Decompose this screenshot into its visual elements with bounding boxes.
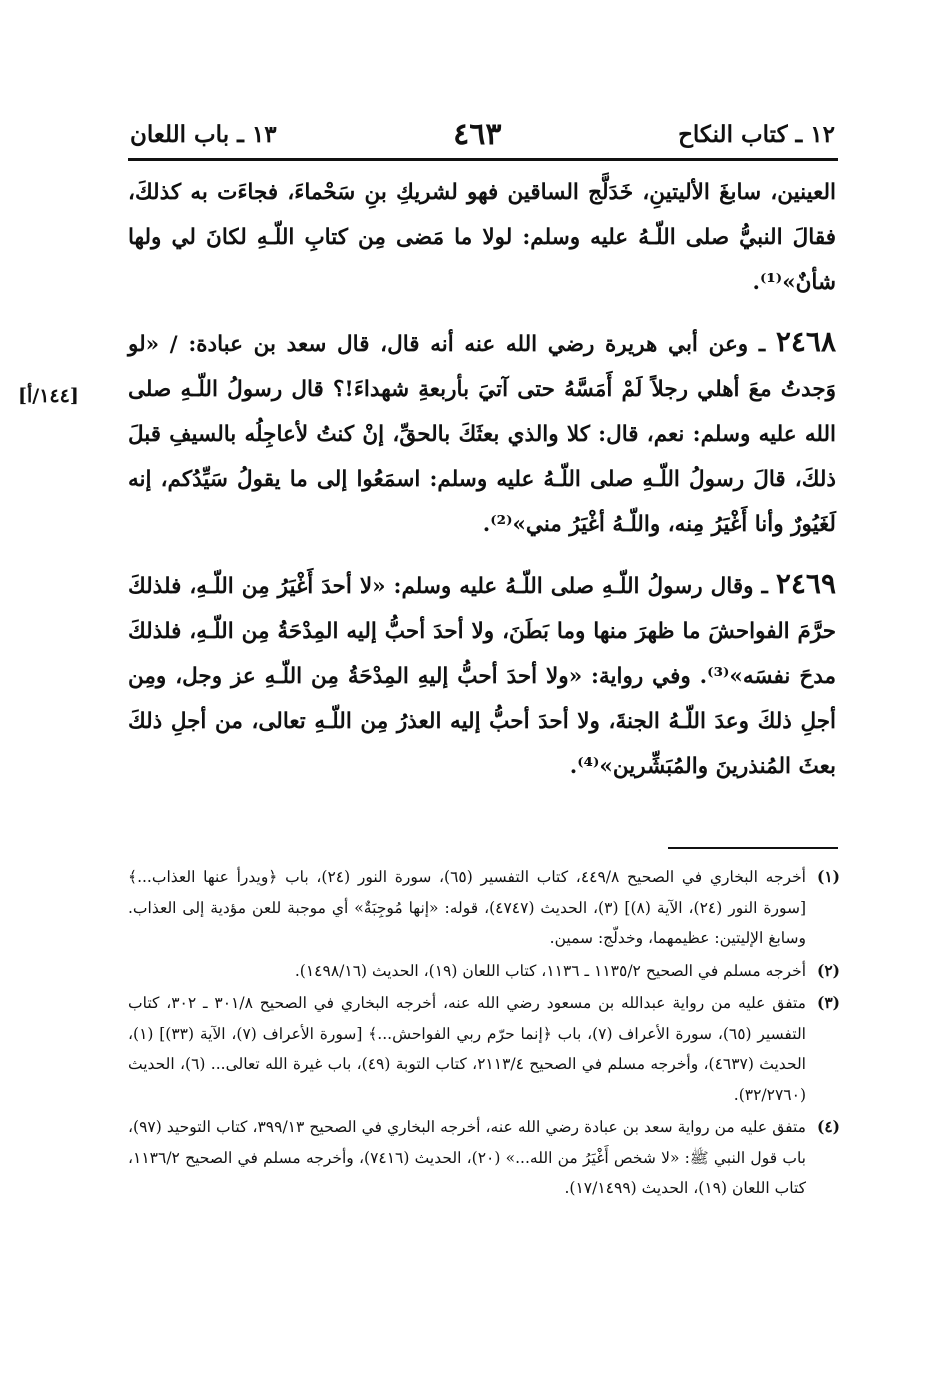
paragraph-continuation (128, 170, 836, 305)
running-header (130, 112, 835, 156)
footnote-3 (128, 988, 840, 1110)
hadith-number: ٢٤٦٩ (775, 567, 836, 600)
footnote-number: (٤) (816, 1117, 840, 1136)
footnote-text: أخرجه البخاري في الصحيح ٤٤٩/٨، كتاب التفسير (٦٥)، سورة النور (٢٤)، باب ﴿ويدرأ عنها العذاب...﴾ [سورة النور (٢٤)، الآية (٨)] (٣)، الحديث (٤٧٤٧)، قوله: «إنها مُوجِبَةٌ» أي موجبة للعن مؤدية إلى العذاب. وسابغ الإليتين: عظيمهما، وخدلّج: سمين. (128, 868, 806, 947)
footnote-4 (128, 1112, 840, 1204)
main-text (128, 170, 836, 789)
footnote-number: (٣) (816, 993, 840, 1012)
footnote-1 (128, 862, 840, 954)
page-number: ٤٦٣ (453, 116, 502, 152)
footnotes (128, 862, 840, 1206)
footnote-text: متفق عليه من رواية سعد بن عبادة رضي الله عنه، أخرجه البخاري في الصحيح ٣٩٩/١٣، كتاب التوحيد (٩٧)، باب قول النبي ﷺ: «لا شخص أَغْيَرُ من الله...» (٢٠)، الحديث (٧٤١٦)، وأخرجه مسلم في الصحيح ١١٣٦/٢، كتاب اللعان (١٩)، الحديث (١٧/١٤٩٩). (128, 1118, 806, 1197)
footnote-2 (128, 956, 840, 987)
header-chapter-title: ١٣ ـ باب اللعان (130, 120, 277, 148)
hadith-2469 (128, 561, 836, 789)
footnote-number: (٢) (816, 960, 840, 980)
header-rule (128, 158, 838, 161)
paragraph-text: ـ وعن أبي هريرة رضي الله عنه أنه قال، قال سعد بن عبادة: / «لو وَجدتُ معَ أهلي رجلاً لَمْ أَمَسَّهُ حتى آتيَ بأربعةِ شهداءَ!؟ قال رسولُ اللّـهِ صلى الله عليه وسلم: نعم، قال: كلا والذي بعثَكَ بالحقِّ، إنْ كنتُ لأعاجِلُه بالسيفِ قبلَ ذلكَ، قالَ رسولُ اللّـهِ صلى اللّـهُ عليه وسلم: اسمَعُوا إلى ما يقولُ سَيِّدُكم، إنه لَغَيُورٌ وأنا أَغْيَرُ مِنه، واللّـهُ أغْيَرُ مني»⁽²⁾. (128, 332, 836, 537)
header-book-title: ١٢ ـ كتاب النكاح (678, 120, 835, 148)
hadith-2468 (128, 319, 836, 547)
paragraph-text: العينين، سابغَ الأليتينِ، خَدَلَّج الساقين فهو لشريكِ بنِ سَحْماءَ، فجاءَت به كذلكَ، فقالَ النبيُّ صلى اللّـهُ عليه وسلم: لولا ما مَضى مِن كتابِ اللّـهِ لكانَ لي ولها شأنٌ»⁽¹⁾. (128, 180, 836, 295)
footnote-text: أخرجه مسلم في الصحيح ١١٣٥/٢ ـ ١١٣٦، كتاب اللعان (١٩)، الحديث (١٤٩٨/١٦). (294, 961, 806, 980)
footnote-text: متفق عليه من رواية عبدالله بن مسعود رضي الله عنه، أخرجه البخاري في الصحيح ٣٠١/٨ ـ ٣٠٢، كتاب التفسير (٦٥)، سورة الأعراف (٧)، باب ﴿إنما حرّم ربي الفواحش...﴾ [سورة الأعراف (٧)، الآية (٣٣)] (١)، الحديث (٤٦٣٧)، وأخرجه مسلم في الصحيح ٢١١٣/٤، كتاب التوبة (٤٩)، باب غيرة الله تعالى... (٦)، الحديث (٣٢/٢٧٦٠). (128, 994, 806, 1104)
hadith-number: ٢٤٦٨ (775, 325, 836, 358)
footnote-separator (668, 847, 838, 849)
manuscript-folio-marker: [١٤٤/أ] (18, 385, 79, 407)
footnote-number: (١) (816, 867, 840, 886)
paragraph-text: ـ وقال رسولُ اللّـهِ صلى اللّـهُ عليه وسلم: «لا أحدَ أَغْيَرُ مِن اللّـهِ، فلذلكَ حرَّمَ الفواحشَ ما ظهرَ منها وما بَطَنَ، ولا أحدَ أحبُّ إليه المِدْحَةُ مِن اللّـهِ، فلذلكَ مدحَ نفسَه»⁽³⁾. وفي رواية: «ولا أحدَ أحبُّ إليهِ المِدْحَةُ مِن اللّـهِ عز وجل، ومِن أجلِ ذلكَ وعدَ اللّـهُ الجنةَ، ولا أحدَ أحبُّ إليه العذرُ مِن اللّـهِ تعالى، من أجلِ ذلكَ بعثَ المُنذرينَ والمُبَشِّرين»⁽⁴⁾. (128, 574, 836, 779)
